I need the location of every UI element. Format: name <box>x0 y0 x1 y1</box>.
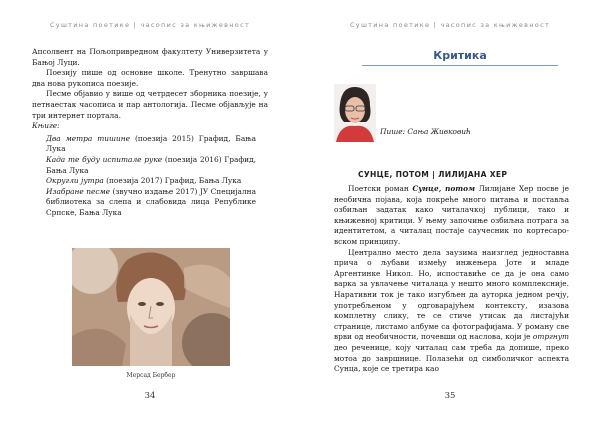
book-details: (звучно издање 2017) ЈУ Специјална библиотека за слепа и слабовида лица Републике Српске, Бања Лука <box>46 186 256 217</box>
article-body <box>334 184 569 375</box>
text-run: Поетски роман <box>348 184 413 193</box>
page-number: 34 <box>144 391 156 401</box>
book-details: (поезија 2017) Графид, Бања Лука <box>103 176 242 186</box>
text-run: део реченице, коју читалац сам треба да допише, преко мотоа до завршнице. Полазећи од симболичког аспекта Сунца, које се третира као <box>334 342 569 374</box>
portrait-painting-art <box>72 248 230 366</box>
running-header: Суштина поетике | часопис за књижевност <box>49 21 251 29</box>
portrait-painting <box>72 248 230 366</box>
title-divider <box>362 65 558 66</box>
page-number: 35 <box>444 391 456 401</box>
text-run: Централно место дела заузима наизглед једноставна прича о љубави између инжењера Јоте и младе Аргентинке Никол. Но, испоставиће се да је она само варка за увлачење читалаца у нешто много комплексније. Наративни ток је тако изгубљен да ауторка једном речју, употребљеном у одговарајућем контексту, изазова комплетну слику, те се стиче утисак да листајући странице, листамо албуме са фотографијама. У роману све врви од необичности, почевши од наслова, који је <box>334 247 569 342</box>
article-paragraph <box>334 184 569 248</box>
text-run: Лилијане Хер посве је необична појава, која покреће много питања и поставља озбиљан задатак како читалачкој публици, тако и књижевној критици. У њему започиње озбиљна потрага за идентитетом, а читалац постаје саучесник по кортесаро-вском принципу. <box>334 184 569 246</box>
book-entry <box>46 176 256 187</box>
book-details: (поезија 2016) Графид, Бања Лука <box>46 154 256 175</box>
novel-title: Сунце, потом <box>412 184 476 193</box>
book-list <box>46 134 256 219</box>
author-credit: Пише: Сања Живковић <box>380 127 471 136</box>
books-heading: Књиге: <box>32 121 60 131</box>
book-title: Округли јутра <box>46 176 104 186</box>
book-entry <box>46 134 256 155</box>
painting-caption: Мерсад Бербер <box>126 372 176 379</box>
book-title: Изабране песме <box>46 186 111 196</box>
bio-paragraph: Поезију пише од основне школе. Тренутно завршава два нова рукописа поезије. <box>32 68 268 88</box>
book-entry <box>46 155 256 176</box>
author-photo-art <box>334 84 376 142</box>
section-title: Критика <box>433 49 487 62</box>
article-paragraph <box>334 248 569 375</box>
emphasis: отргнут <box>532 332 569 342</box>
article-heading: СУНЦЕ, ПОТОМ | ЛИЛИЈАНА ХЕР <box>358 170 508 179</box>
author-bio <box>32 47 268 219</box>
book-title: Два метра тишине <box>46 133 131 143</box>
book-title: Када те буду испитале руке <box>46 154 163 164</box>
right-page <box>300 0 600 425</box>
bio-paragraph: Песме објавио у више од четрдесет зборника поезије, у петнаестак часописа и пар антологија. Песме објављује на три интернет портала. <box>32 89 268 120</box>
book-details: (поезија 2015) Графид, Бања Лука <box>46 133 256 154</box>
author-photo <box>334 84 376 142</box>
bio-paragraph: Апсолвент на Пољопривредном факултету Универзитета у Бањој Луци. <box>32 47 268 67</box>
book-entry <box>46 187 256 219</box>
running-header: Суштина поетике | часопис за књижевност <box>349 21 551 29</box>
